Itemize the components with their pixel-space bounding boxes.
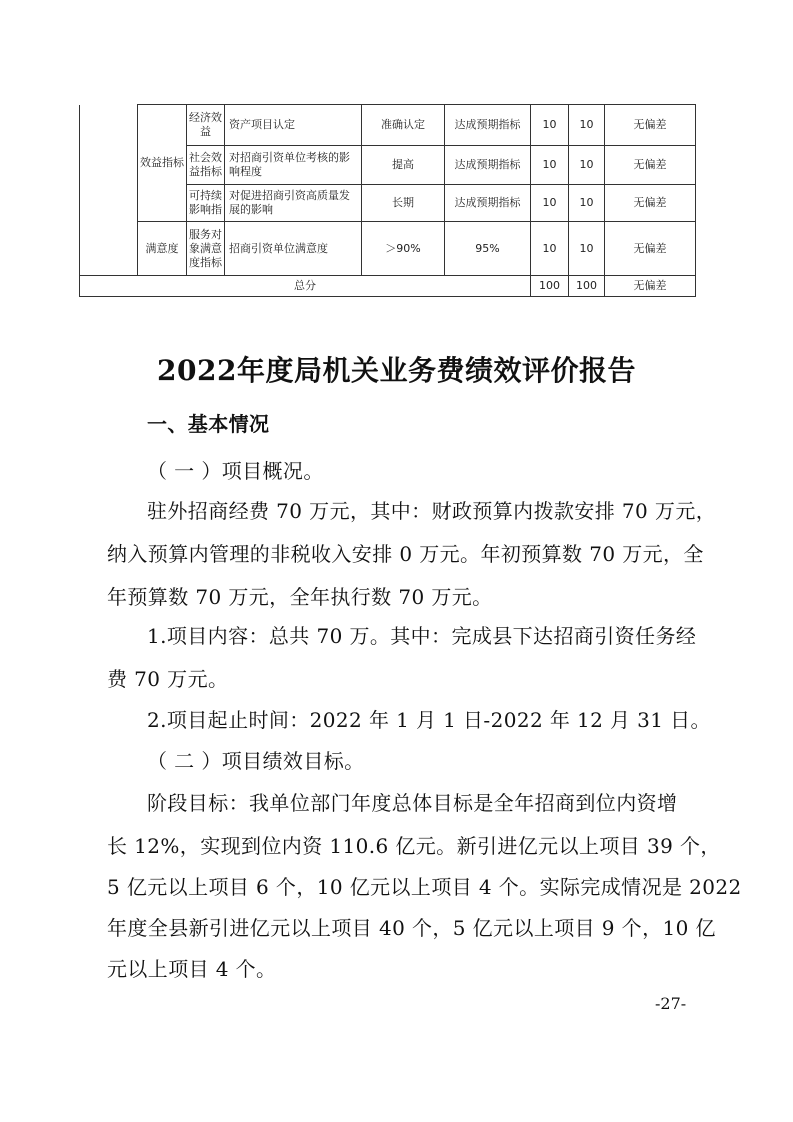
indicator-cell: 对促进招商引资高质量发展的影响 bbox=[225, 185, 362, 222]
actual-cell: 达成预期指标 bbox=[445, 105, 531, 146]
actual-cell: 达成预期指标 bbox=[445, 146, 531, 185]
subcategory-cell: 服务对象满意度指标 bbox=[187, 222, 225, 276]
actual-cell: 达成预期指标 bbox=[445, 185, 531, 222]
target-cell: ＞90% bbox=[362, 222, 445, 276]
indicator-cell: 资产项目认定 bbox=[225, 105, 362, 146]
paragraph-line: 元以上项目 4 个。 bbox=[107, 957, 277, 981]
paragraph-line: 纳入预算内管理的非税收入安排 0 万元。年初预算数 70 万元，全 bbox=[107, 542, 704, 566]
section-heading: 一、基本情况 bbox=[147, 412, 270, 436]
target-cell: 长期 bbox=[362, 185, 445, 222]
note-cell: 无偏差 bbox=[605, 146, 696, 185]
table-row bbox=[80, 105, 696, 146]
blank-cell bbox=[80, 105, 138, 276]
category-cell: 满意度 bbox=[138, 222, 187, 276]
paragraph-line: 驻外招商经费 70 万元，其中：财政预算内拨款安排 70 万元， bbox=[147, 499, 717, 523]
subsection-heading: （ 一 ）项目概况。 bbox=[147, 459, 324, 483]
weight-cell: 10 bbox=[531, 222, 569, 276]
actual-cell: 95% bbox=[445, 222, 531, 276]
note-cell: 无偏差 bbox=[605, 185, 696, 222]
paragraph-line: 2.项目起止时间：2022 年 1 月 1 日-2022 年 12 月 31 日。 bbox=[147, 708, 711, 732]
total-row bbox=[80, 276, 696, 297]
score-cell: 10 bbox=[569, 222, 605, 276]
total-weight-cell: 100 bbox=[531, 276, 569, 297]
target-cell: 准确认定 bbox=[362, 105, 445, 146]
subcategory-cell: 可持续影响指 bbox=[187, 185, 225, 222]
note-cell: 无偏差 bbox=[605, 105, 696, 146]
target-cell: 提高 bbox=[362, 146, 445, 185]
total-label-cell: 总分 bbox=[80, 276, 531, 297]
page-number: -27- bbox=[655, 994, 687, 1013]
total-score-cell: 100 bbox=[569, 276, 605, 297]
total-note-cell: 无偏差 bbox=[605, 276, 696, 297]
paragraph-line: 费 70 万元。 bbox=[107, 667, 229, 691]
report-title: 2022年度局机关业务费绩效评价报告 bbox=[157, 354, 636, 387]
score-cell: 10 bbox=[569, 146, 605, 185]
subsection-heading: （ 二 ）项目绩效目标。 bbox=[147, 749, 365, 773]
paragraph-line: 年预算数 70 万元，全年执行数 70 万元。 bbox=[107, 585, 493, 609]
weight-cell: 10 bbox=[531, 105, 569, 146]
paragraph-line: 阶段目标：我单位部门年度总体目标是全年招商到位内资增 bbox=[147, 791, 678, 815]
paragraph-line: 长 12%，实现到位内资 110.6 亿元。新引进亿元以上项目 39 个， bbox=[107, 834, 721, 858]
table-row bbox=[80, 222, 696, 276]
weight-cell: 10 bbox=[531, 185, 569, 222]
indicator-cell: 对招商引资单位考核的影响程度 bbox=[225, 146, 362, 185]
indicator-cell: 招商引资单位满意度 bbox=[225, 222, 362, 276]
weight-cell: 10 bbox=[531, 146, 569, 185]
score-cell: 10 bbox=[569, 185, 605, 222]
category-cell: 效益指标 bbox=[138, 105, 187, 222]
score-cell: 10 bbox=[569, 105, 605, 146]
subcategory-cell: 社会效益指标 bbox=[187, 146, 225, 185]
paragraph-line: 年度全县新引进亿元以上项目 40 个，5 亿元以上项目 9 个，10 亿 bbox=[107, 916, 716, 940]
paragraph-line: 1.项目内容：总共 70 万。其中：完成县下达招商引资任务经 bbox=[147, 624, 697, 648]
paragraph-line: 5 亿元以上项目 6 个，10 亿元以上项目 4 个。实际完成情况是 2022 bbox=[107, 875, 742, 899]
performance-indicator-table bbox=[79, 104, 696, 297]
subcategory-cell: 经济效益 bbox=[187, 105, 225, 146]
note-cell: 无偏差 bbox=[605, 222, 696, 276]
